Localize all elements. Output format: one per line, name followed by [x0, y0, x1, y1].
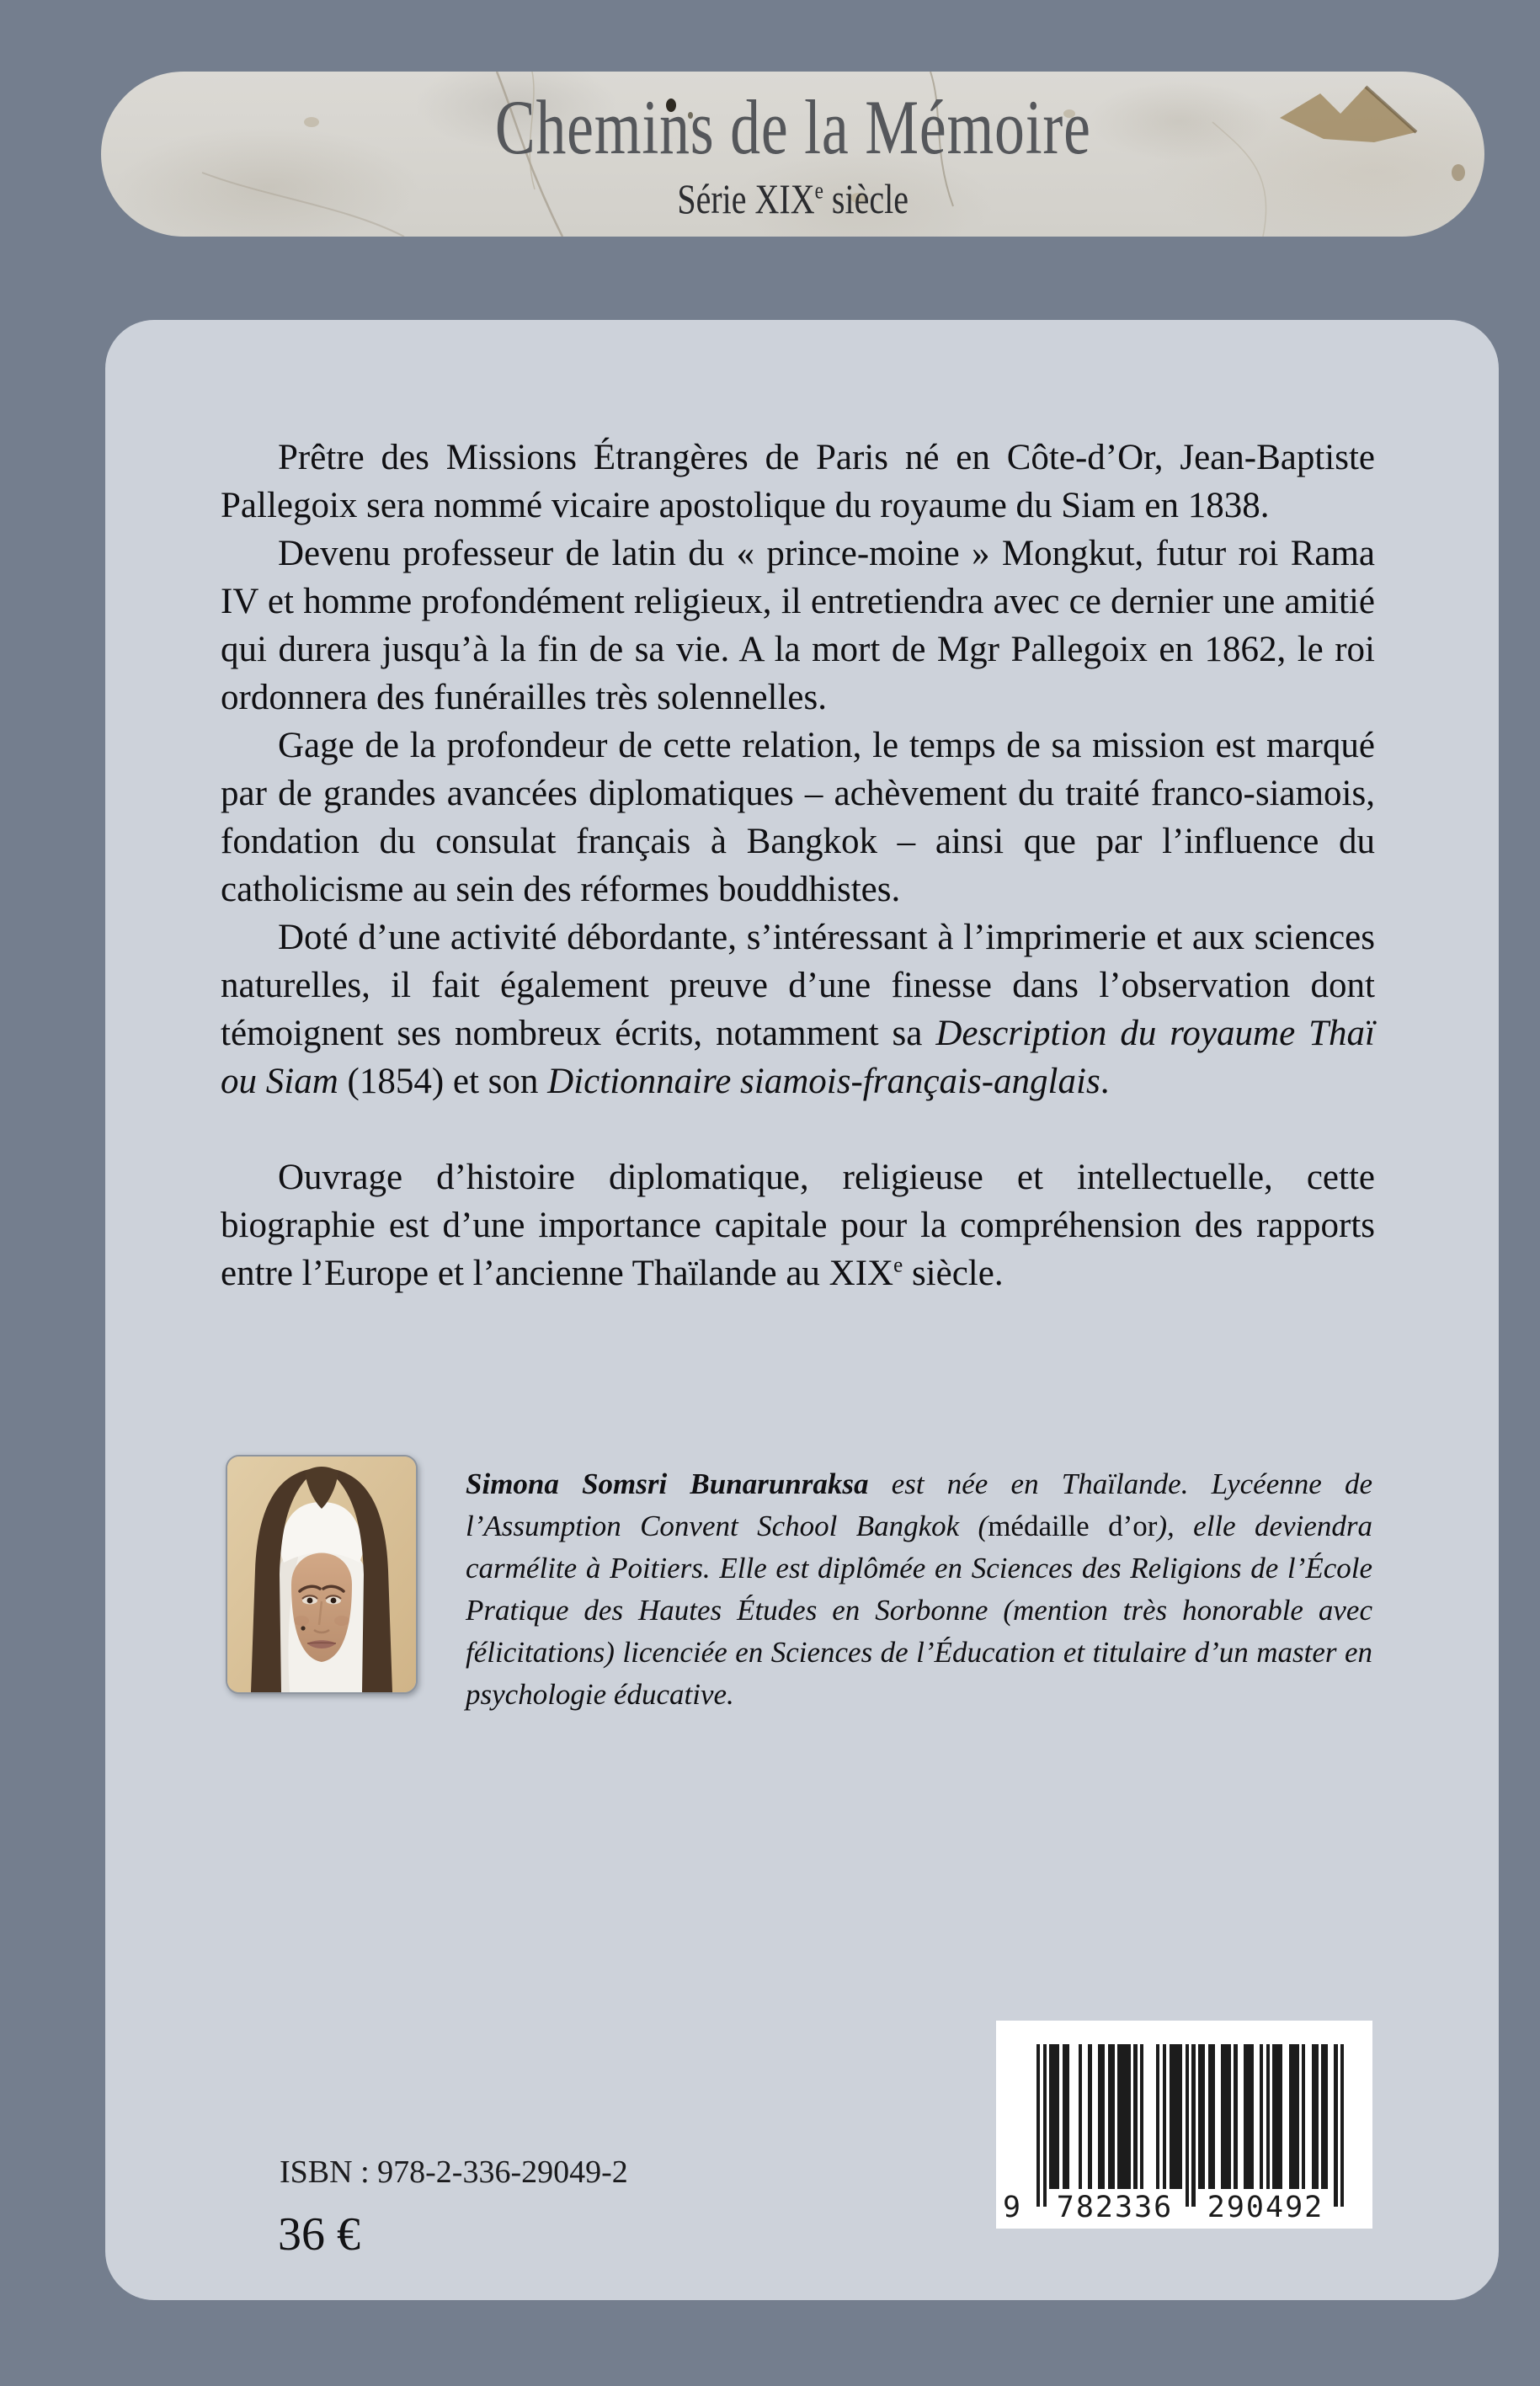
barcode-digits-right: 290492: [1207, 2191, 1324, 2224]
nun-portrait-illustration: [227, 1457, 416, 1692]
barcode-digits-left: 782336: [1056, 2191, 1174, 2224]
series-title: Chemins de la Mémoire: [494, 84, 1091, 170]
synopsis: [221, 434, 1375, 1297]
paragraph-1: Prêtre des Missions Étrangères de Paris né en Côte-d’Or, Jean-Baptiste Pallegoix sera nommé vicaire apostolique du royaume du Siam en 1838.: [221, 438, 1375, 525]
paragraph-5: Ouvrage d’histoire diplomatique, religieuse et intellectuelle, cette biographie est d’une importance capitale pour la compréhension des rapports entre l’Europe et l’ancienne Thaïlande au XIXe siècle.: [221, 1158, 1375, 1293]
price-label: 36 €: [278, 2208, 360, 2261]
series-subtitle: Série XIXe siècle: [677, 175, 909, 222]
series-banner-text: [101, 72, 1484, 237]
series-banner: [101, 72, 1484, 237]
barcode-bars: [1036, 2044, 1344, 2207]
barcode: [996, 2021, 1372, 2229]
paragraph-4: Doté d’une activité débordante, s’intéressant à l’imprimerie et aux sciences naturelles, il fait également preuve d’une finesse dans l’observation dont témoignent ses nombreux écrits, notamment sa Description du royaume Thaï ou Siam (1854) et son Dictionnaire siamois-français-anglais.: [221, 918, 1375, 1101]
isbn-label: ISBN : 978-2-336-29049-2: [280, 2154, 628, 2190]
paragraph-2: Devenu professeur de latin du « prince-moine » Mongkut, futur roi Rama IV et homme profondément religieux, il entretiendra avec ce dernier une amitié qui durera jusqu’à la fin de sa vie. A la mort de Mgr Pallegoix en 1862, le roi ordonnera des funérailles très solennelles.: [221, 534, 1375, 717]
author-photo: [226, 1455, 418, 1694]
paragraph-3: Gage de la profondeur de cette relation, le temps de sa mission est marqué par de grandes avancées diplomatiques – achèvement du traité franco-siamois, fondation du consulat français à Bangkok – ainsi que par l’influence du catholicisme au sein des réformes bouddhistes.: [221, 726, 1375, 909]
back-cover-card: [105, 320, 1499, 2300]
barcode-digit-first: 9: [1003, 2191, 1021, 2224]
author-bio: Simona Somsri Bunarunraksa est née en Thaïlande. Lycéenne de l’Assumption Convent School Bangkok (médaille d’or), elle deviendra carmélite à Poitiers. Elle est diplômée en Sciences des Religions de l’École Pratique des Hautes Études en Sorbonne (mention très honorable avec félicitations) licenciée en Sciences de l’Éducation et titulaire d’un master en psychologie éducative.: [466, 1467, 1372, 1711]
